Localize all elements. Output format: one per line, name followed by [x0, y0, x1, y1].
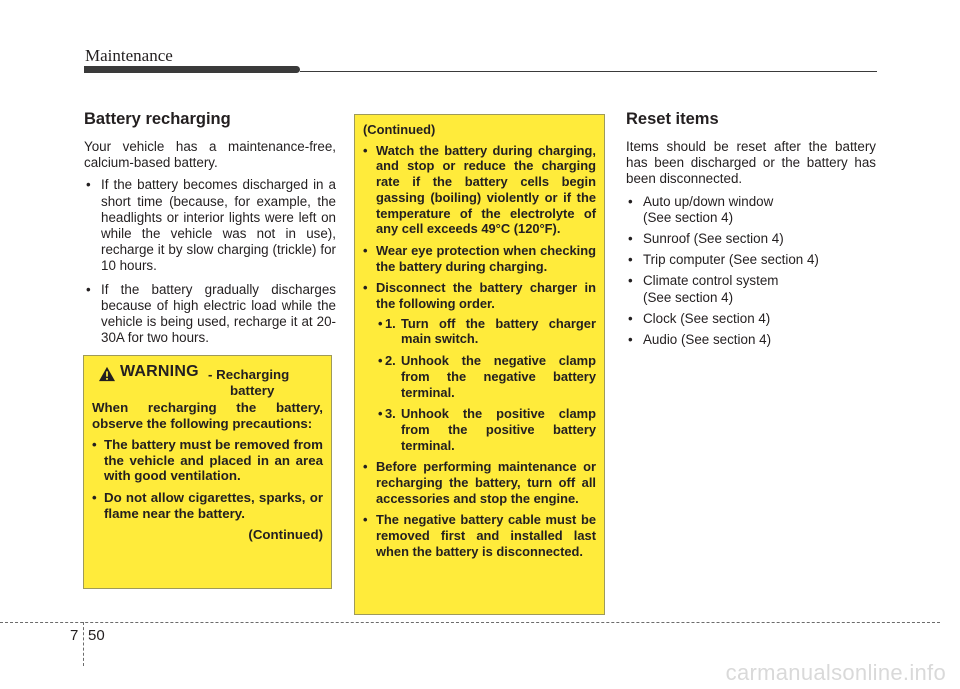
reset-item-text: Climate control system [643, 273, 779, 289]
battery-intro: Your vehicle has a maintenance-free, calcium-based battery. [84, 139, 336, 171]
continuation-bullet: • Before performing maintenance or recharging the battery, turn off all accessories and stop the engine. [363, 459, 596, 506]
warning-continued: (Continued) [248, 527, 323, 543]
footer-rule [0, 622, 940, 623]
warning-header [92, 364, 323, 400]
warning-triangle-icon [98, 366, 116, 382]
warning-continuation-box [354, 114, 605, 615]
reset-item [626, 311, 876, 327]
warning-title-line: - Recharging [208, 367, 290, 382]
warning-label: WARNING [120, 363, 199, 380]
reset-intro: Items should be reset after the battery has been discharged or the battery has been disconnected. [626, 139, 876, 187]
continuation-bullet-text: Disconnect the battery charger in the following order. [376, 280, 596, 312]
step-number: • 1. [385, 315, 396, 331]
warning-intro: When recharging the battery, observe the following precautions: [92, 400, 323, 431]
battery-bullet: • If the battery gradually discharges because of high electric load while the vehicle is being used, recharge it at 20-30A for two hours. [84, 282, 336, 347]
continuation-label: (Continued) [363, 122, 436, 137]
reset-item [626, 332, 876, 348]
reset-item-note: (See section 4) [643, 289, 734, 305]
step-text: Unhook the negative clamp from the negative battery terminal. [401, 353, 596, 400]
continuation-bullet: • The negative battery cable must be removed first and installed last when the battery is disconnected. [363, 512, 596, 559]
watermark: carmanualsonline.info [725, 660, 946, 685]
step-text: Unhook the positive clamp from the positive battery terminal. [401, 406, 596, 453]
step-text: Turn off the battery charger main switch. [401, 315, 596, 347]
warning-title-line: battery [230, 383, 275, 398]
page-number: 50 [88, 627, 105, 644]
continuation-bullet: • Wear eye protection when checking the battery during charging. [363, 243, 596, 274]
warning-title [208, 367, 318, 399]
warning-bullet: • Do not allow cigarettes, sparks, or flame near the battery. [92, 490, 323, 521]
battery-heading: Battery recharging [84, 110, 231, 128]
reset-item-text: Sunroof (See section 4) [643, 231, 784, 247]
reset-item [626, 252, 876, 268]
header-rule [300, 71, 877, 72]
reset-item-text: Clock (See section 4) [643, 310, 771, 326]
step-number: • 2. [385, 353, 396, 369]
chapter-number: 7 [70, 627, 79, 644]
reset-item-text: Audio (See section 4) [643, 332, 772, 348]
step-item [376, 316, 596, 347]
footer-divider [83, 622, 84, 666]
reset-item-text: Auto up/down window [643, 193, 774, 209]
reset-items-section [626, 110, 876, 353]
reset-item-note: (See section 4) [643, 209, 734, 225]
step-item [376, 353, 596, 400]
continuation-bullet [363, 280, 596, 453]
page-header-title: Maintenance [85, 46, 173, 65]
step-item [376, 406, 596, 453]
reset-item-text: Trip computer (See section 4) [643, 252, 819, 268]
reset-heading: Reset items [626, 110, 719, 128]
warning-box [83, 355, 332, 589]
battery-recharging-section [84, 110, 336, 353]
reset-item [626, 273, 876, 305]
battery-bullet: • If the battery becomes discharged in a short time (because, for example, the headlights or interior lights were left on while the vehicle was not in use), recharge it by slow charging (trickle) for 10 hours. [84, 177, 336, 274]
header-bar [84, 66, 300, 73]
reset-list [626, 194, 876, 349]
step-number: • 3. [385, 406, 396, 422]
reset-item [626, 194, 876, 226]
disconnect-steps [376, 316, 596, 454]
reset-item [626, 231, 876, 247]
warning-bullet: • The battery must be removed from the vehicle and placed in an area with good ventilation. [92, 437, 323, 484]
continuation-bullet: • Watch the battery during charging, and stop or reduce the charging rate if the battery cells begin gassing (boiling) violently or if the temperature of the electrolyte of any cell exceeds 49°C (120°F). [363, 143, 596, 237]
